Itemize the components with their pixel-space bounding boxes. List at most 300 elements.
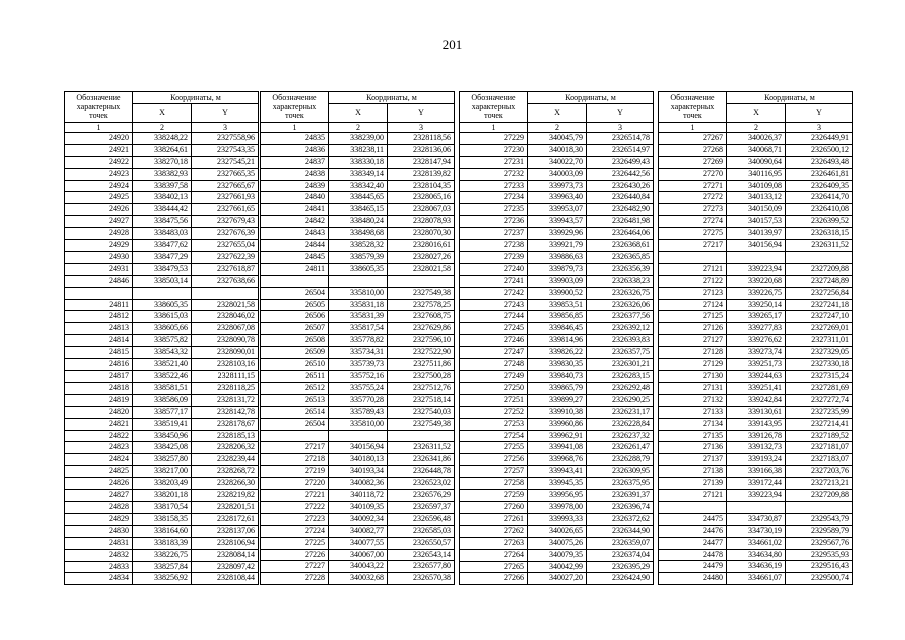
table-row (65, 263, 259, 275)
y-value: 2328027,26 (388, 251, 455, 263)
x-value: 338382,93 (133, 168, 192, 180)
x-value: 338615,03 (133, 311, 192, 323)
table-row (460, 549, 654, 561)
table-row (65, 287, 259, 299)
table-row (261, 501, 455, 513)
x-value: 340109,35 (329, 501, 388, 513)
table-row (460, 525, 654, 537)
point-id: 24818 (65, 382, 133, 394)
y-value: 2328078,93 (388, 216, 455, 228)
y-header: Y (192, 103, 259, 122)
point-id: 27238 (460, 240, 528, 252)
table-row (460, 275, 654, 287)
point-id: 26505 (261, 299, 329, 311)
y-value: 2327545,21 (192, 156, 259, 168)
table-row (659, 335, 853, 347)
x-value: 340157,53 (727, 216, 786, 228)
point-id: 27135 (659, 430, 727, 442)
x-value: 339953,07 (528, 204, 587, 216)
table-row (460, 466, 654, 478)
table-row (261, 478, 455, 490)
table-row (460, 371, 654, 383)
table-row (65, 359, 259, 371)
table-row (659, 513, 853, 525)
y-value: 2327578,25 (388, 299, 455, 311)
x-value: 339223,94 (727, 263, 786, 275)
point-id (659, 251, 727, 263)
point-id: 27251 (460, 394, 528, 406)
y-value: 2327665,35 (192, 168, 259, 180)
x-value: 335817,54 (329, 323, 388, 335)
y-value: 2326311,52 (388, 442, 455, 454)
x-value: 338477,29 (133, 251, 192, 263)
point-id: 27259 (460, 490, 528, 502)
y-value: 2326500,12 (786, 144, 853, 156)
point-id: 27228 (261, 573, 329, 585)
y-value: 2327661,93 (192, 192, 259, 204)
y-value: 2327209,88 (786, 490, 853, 502)
point-id: 26504 (261, 287, 329, 299)
x-value: 339978,00 (528, 501, 587, 513)
table-row (65, 418, 259, 430)
y-value: 2327214,41 (786, 418, 853, 430)
x-value: 339899,27 (528, 394, 587, 406)
x-value (727, 251, 786, 263)
table-row (460, 347, 654, 359)
x-value: 338158,35 (133, 513, 192, 525)
x-value: 338521,40 (133, 359, 192, 371)
table-row (65, 156, 259, 168)
x-value: 340032,68 (329, 573, 388, 585)
table-row (659, 156, 853, 168)
x-value: 339132,73 (727, 442, 786, 454)
table-row (460, 335, 654, 347)
y-value: 2326392,12 (587, 323, 654, 335)
y-value: 2326374,04 (587, 549, 654, 561)
y-value: 2326237,32 (587, 430, 654, 442)
table-row (659, 347, 853, 359)
column-number: 2 (727, 122, 786, 132)
point-id: 24924 (65, 180, 133, 192)
point-id: 24928 (65, 228, 133, 240)
y-value: 2327665,67 (192, 180, 259, 192)
coordinates-header: Координаты, м (133, 92, 259, 104)
table-row (65, 299, 259, 311)
point-id: 27243 (460, 299, 528, 311)
point-id: 27266 (460, 573, 528, 585)
table-row (659, 263, 853, 275)
x-value: 340043,22 (329, 561, 388, 573)
table-row (65, 442, 259, 454)
point-id: 27248 (460, 359, 528, 371)
x-value: 339879,73 (528, 263, 587, 275)
point-id: 26511 (261, 371, 329, 383)
x-value: 335810,00 (329, 418, 388, 430)
x-value: 339993,33 (528, 513, 587, 525)
table-row (659, 394, 853, 406)
point-id: 24831 (65, 537, 133, 549)
y-value: 2328070,30 (388, 228, 455, 240)
point-id: 24925 (65, 192, 133, 204)
y-value: 2326288,79 (587, 454, 654, 466)
x-value: 339968,76 (528, 454, 587, 466)
x-value: 340079,35 (528, 549, 587, 561)
x-value: 339251,73 (727, 359, 786, 371)
table-row (261, 359, 455, 371)
table-row (65, 311, 259, 323)
table-row (659, 371, 853, 383)
point-id: 27274 (659, 216, 727, 228)
point-id (261, 430, 329, 442)
y-value: 2328118,25 (192, 382, 259, 394)
point-id: 27218 (261, 454, 329, 466)
x-value: 340139,97 (727, 228, 786, 240)
point-id: 27222 (261, 501, 329, 513)
y-value: 2327272,74 (786, 394, 853, 406)
x-value: 339900,52 (528, 287, 587, 299)
point-id: 27219 (261, 466, 329, 478)
x-header: X (329, 103, 388, 122)
table-row (659, 442, 853, 454)
table-row (65, 549, 259, 561)
y-value: 2328111,15 (192, 371, 259, 383)
table-row (659, 549, 853, 561)
x-value: 340116,95 (727, 168, 786, 180)
point-id: 24927 (65, 216, 133, 228)
y-value: 2326424,90 (587, 573, 654, 585)
point-id: 24920 (65, 132, 133, 144)
designation-header: Обозначение характерных точек (261, 92, 329, 123)
point-id: 24931 (65, 263, 133, 275)
y-value: 2329535,93 (786, 549, 853, 561)
y-value: 2326482,90 (587, 204, 654, 216)
table-row (659, 228, 853, 240)
x-value: 339166,38 (727, 466, 786, 478)
table-row (261, 549, 455, 561)
x-value: 338203,49 (133, 478, 192, 490)
table-row (65, 561, 259, 573)
point-id: 24826 (65, 478, 133, 490)
point-id: 27247 (460, 347, 528, 359)
y-header: Y (587, 103, 654, 122)
x-value: 338257,80 (133, 454, 192, 466)
table-row (65, 192, 259, 204)
x-value: 335831,39 (329, 311, 388, 323)
table-row (261, 299, 455, 311)
point-id: 27139 (659, 478, 727, 490)
x-value: 339960,86 (528, 418, 587, 430)
y-value: 2328016,61 (388, 240, 455, 252)
y-value: 2328178,67 (192, 418, 259, 430)
table-row (65, 525, 259, 537)
point-id: 27129 (659, 359, 727, 371)
y-value: 2326318,15 (786, 228, 853, 240)
point-id: 24813 (65, 323, 133, 335)
point-id: 24820 (65, 406, 133, 418)
point-id: 27267 (659, 132, 727, 144)
x-value: 339277,83 (727, 323, 786, 335)
table-row (659, 537, 853, 549)
table-row (659, 251, 853, 263)
y-value: 2328185,13 (192, 430, 259, 442)
column-number: 1 (65, 122, 133, 132)
x-value: 338264,61 (133, 144, 192, 156)
column-number: 1 (460, 122, 528, 132)
point-id: 27130 (659, 371, 727, 383)
x-value: 340026,65 (528, 525, 587, 537)
x-value: 339856,85 (528, 311, 587, 323)
point-id: 27220 (261, 478, 329, 490)
point-id: 24824 (65, 454, 133, 466)
x-value (329, 275, 388, 287)
table-row (460, 168, 654, 180)
point-id: 27121 (659, 263, 727, 275)
table-row (65, 394, 259, 406)
y-value: 2327676,39 (192, 228, 259, 240)
y-value: 2327247,10 (786, 311, 853, 323)
y-value: 2326493,48 (786, 156, 853, 168)
x-value: 339814,96 (528, 335, 587, 347)
y-value: 2327661,65 (192, 204, 259, 216)
x-value: 338342,40 (329, 180, 388, 192)
point-id: 27231 (460, 156, 528, 168)
y-value: 2326365,85 (587, 251, 654, 263)
x-value: 340092,34 (329, 513, 388, 525)
x-value: 339921,79 (528, 240, 587, 252)
x-value: 340090,64 (727, 156, 786, 168)
point-id: 27233 (460, 180, 528, 192)
point-id: 27126 (659, 323, 727, 335)
table-row (261, 430, 455, 442)
y-value: 2328021,58 (192, 299, 259, 311)
table-row (261, 490, 455, 502)
x-value: 338581,51 (133, 382, 192, 394)
x-value: 340045,79 (528, 132, 587, 144)
y-value: 2328136,06 (388, 144, 455, 156)
table-row (659, 204, 853, 216)
x-value: 340109,08 (727, 180, 786, 192)
point-id: 27261 (460, 513, 528, 525)
table-row (65, 371, 259, 383)
point-id: 27125 (659, 311, 727, 323)
x-value: 339962,91 (528, 430, 587, 442)
x-value: 339963,40 (528, 192, 587, 204)
table-row (65, 501, 259, 513)
y-value: 2326409,35 (786, 180, 853, 192)
x-value: 338238,11 (329, 144, 388, 156)
coordinates-header: Координаты, м (329, 92, 455, 104)
point-id: 24845 (261, 251, 329, 263)
table-row (659, 525, 853, 537)
table-row (460, 132, 654, 144)
point-id: 26513 (261, 394, 329, 406)
table-row (659, 406, 853, 418)
y-value: 2328090,01 (192, 347, 259, 359)
table-row (460, 144, 654, 156)
point-id: 24926 (65, 204, 133, 216)
x-value: 340082,77 (329, 525, 388, 537)
x-value: 338480,24 (329, 216, 388, 228)
x-value: 335770,28 (329, 394, 388, 406)
table-row (65, 335, 259, 347)
point-id: 27255 (460, 442, 528, 454)
x-value: 339226,75 (727, 287, 786, 299)
y-value: 2326341,86 (388, 454, 455, 466)
designation-header: Обозначение характерных точек (65, 92, 133, 123)
point-id: 27270 (659, 168, 727, 180)
table-row (65, 251, 259, 263)
point-id: 27137 (659, 454, 727, 466)
table-row (460, 406, 654, 418)
x-value: 338450,96 (133, 430, 192, 442)
y-value: 2326461,81 (786, 168, 853, 180)
point-id: 27223 (261, 513, 329, 525)
x-value: 338605,66 (133, 323, 192, 335)
x-value: 338479,53 (133, 263, 192, 275)
y-value: 2328104,35 (388, 180, 455, 192)
x-value: 335755,24 (329, 382, 388, 394)
point-id: 27246 (460, 335, 528, 347)
y-value: 2327311,01 (786, 335, 853, 347)
point-id: 24836 (261, 144, 329, 156)
point-id: 27240 (460, 263, 528, 275)
x-value: 340042,99 (528, 561, 587, 573)
table-row (659, 359, 853, 371)
point-id: 27124 (659, 299, 727, 311)
column-number: 2 (329, 122, 388, 132)
point-id: 24846 (65, 275, 133, 287)
y-value: 2326356,39 (587, 263, 654, 275)
point-id: 24477 (659, 537, 727, 549)
y-value (388, 275, 455, 287)
x-value: 340026,37 (727, 132, 786, 144)
y-value: 2327518,14 (388, 394, 455, 406)
point-id: 26508 (261, 335, 329, 347)
y-value: 2327248,89 (786, 275, 853, 287)
y-value: 2326499,43 (587, 156, 654, 168)
point-id: 24930 (65, 251, 133, 263)
point-id: 27136 (659, 442, 727, 454)
table-row (261, 263, 455, 275)
y-value: 2327203,76 (786, 466, 853, 478)
x-value: 338183,39 (133, 537, 192, 549)
x-value: 338575,82 (133, 335, 192, 347)
table-row (460, 394, 654, 406)
table-row (659, 132, 853, 144)
y-value: 2327596,10 (388, 335, 455, 347)
y-value: 2327500,28 (388, 371, 455, 383)
x-value: 339853,51 (528, 299, 587, 311)
x-value: 335789,43 (329, 406, 388, 418)
point-id: 24811 (261, 263, 329, 275)
x-value: 339943,57 (528, 216, 587, 228)
y-value (786, 251, 853, 263)
point-id: 24817 (65, 371, 133, 383)
y-value: 2326396,74 (587, 501, 654, 513)
y-value: 2326377,56 (587, 311, 654, 323)
point-id: 24475 (659, 513, 727, 525)
x-value: 339242,84 (727, 394, 786, 406)
y-value: 2328097,42 (192, 561, 259, 573)
table-row (261, 168, 455, 180)
y-value: 2326292,48 (587, 382, 654, 394)
table-row (261, 192, 455, 204)
y-value (192, 287, 259, 299)
y-value: 2326399,52 (786, 216, 853, 228)
table-row (659, 454, 853, 466)
x-value: 339193,24 (727, 454, 786, 466)
point-id: 27227 (261, 561, 329, 573)
point-id: 27275 (659, 228, 727, 240)
table-row (261, 454, 455, 466)
table-row (65, 180, 259, 192)
y-value: 2326523,02 (388, 478, 455, 490)
x-value: 338519,41 (133, 418, 192, 430)
y-value: 2327629,86 (388, 323, 455, 335)
point-id: 24811 (65, 299, 133, 311)
table-row (261, 228, 455, 240)
x-value (727, 501, 786, 513)
coordinates-table-4 (658, 91, 853, 585)
y-value: 2327549,38 (388, 287, 455, 299)
x-header: X (528, 103, 587, 122)
y-value: 2327608,75 (388, 311, 455, 323)
x-value: 340082,36 (329, 478, 388, 490)
y-value: 2326290,25 (587, 394, 654, 406)
point-id: 27128 (659, 347, 727, 359)
y-value: 2328084,14 (192, 549, 259, 561)
x-value: 340180,13 (329, 454, 388, 466)
point-id: 24840 (261, 192, 329, 204)
x-value: 340003,09 (528, 168, 587, 180)
table-row (460, 323, 654, 335)
y-value: 2328090,78 (192, 335, 259, 347)
point-id: 27226 (261, 549, 329, 561)
y-value: 2327235,99 (786, 406, 853, 418)
point-id: 26514 (261, 406, 329, 418)
point-id: 24827 (65, 490, 133, 502)
y-value: 2326309,95 (587, 466, 654, 478)
y-value: 2328065,16 (388, 192, 455, 204)
point-id: 27256 (460, 454, 528, 466)
table-row (65, 430, 259, 442)
x-value: 339840,73 (528, 371, 587, 383)
table-row (460, 382, 654, 394)
x-value: 338164,60 (133, 525, 192, 537)
x-value (329, 430, 388, 442)
x-value: 339865,79 (528, 382, 587, 394)
point-id: 27217 (659, 240, 727, 252)
table-row (460, 561, 654, 573)
table-row (261, 525, 455, 537)
table-row (65, 478, 259, 490)
x-value: 340067,00 (329, 549, 388, 561)
table-row (261, 573, 455, 585)
point-id: 27252 (460, 406, 528, 418)
y-value: 2327549,38 (388, 418, 455, 430)
x-value: 340018,30 (528, 144, 587, 156)
x-value: 339945,35 (528, 478, 587, 490)
x-value: 338270,18 (133, 156, 192, 168)
x-value: 338483,03 (133, 228, 192, 240)
table-row (659, 561, 853, 573)
y-value: 2326550,57 (388, 537, 455, 549)
point-id: 27258 (460, 478, 528, 490)
y-value: 2328108,44 (192, 573, 259, 585)
table-row (659, 430, 853, 442)
point-id: 24476 (659, 525, 727, 537)
table-row (659, 192, 853, 204)
